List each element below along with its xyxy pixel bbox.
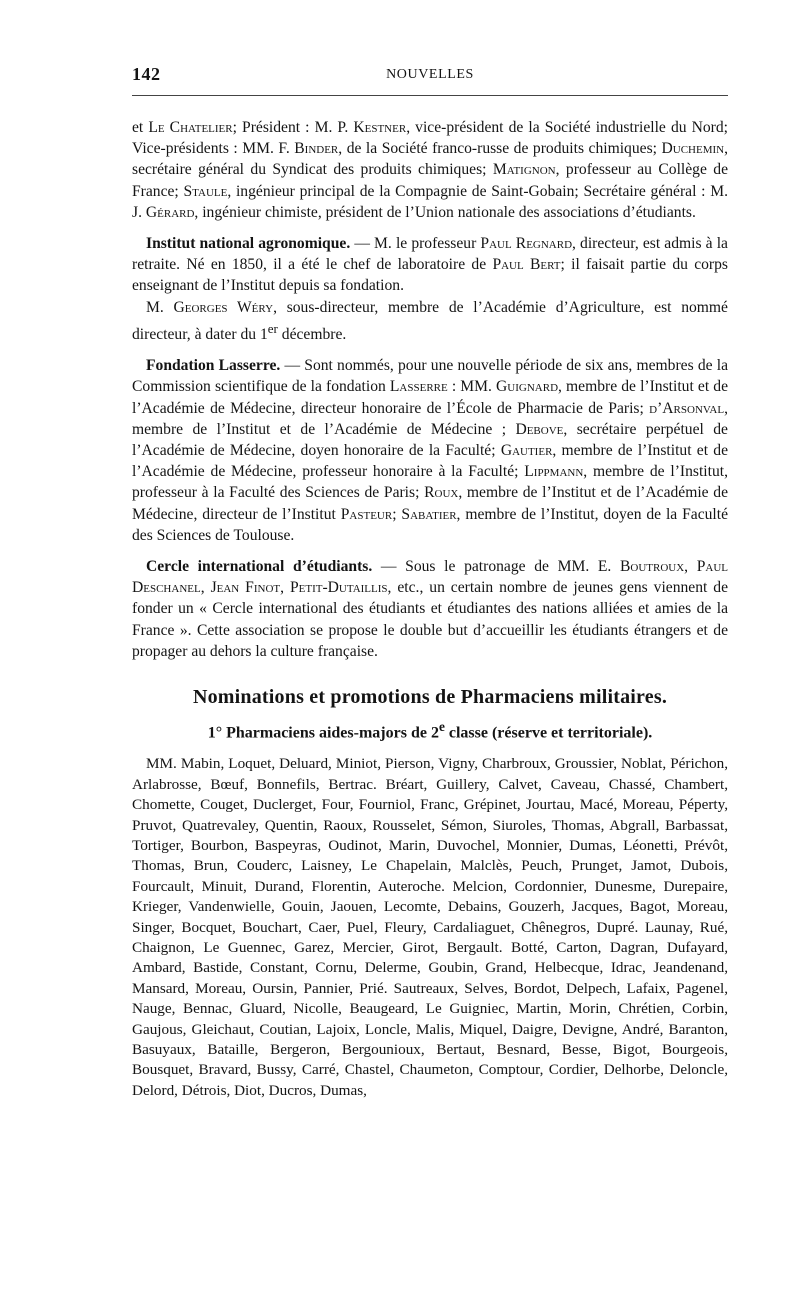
- person-name: Gérard: [145, 203, 195, 221]
- paragraph-cercle-international: Cercle international d’étudiants. — Sous le patronage de MM. E. Boutroux, Paul Deschanel, Jean Finot, Petit-Dutaillis, etc., un certain nombre de jeunes gens viennent de fonder un « Cercle international des étudiants et étudiantes des nations alliées et amies de la France ». Cette association se propose le double but d’accueillir les étudiants étrangers et de propager au dehors la culture française.: [132, 558, 729, 660]
- person-name: Guignard: [496, 378, 559, 396]
- person-name: Lippmann: [524, 463, 584, 481]
- section-heading: Nominations et promotions de Pharmaciens militaires.: [192, 686, 668, 709]
- person-name: Gautier: [500, 442, 553, 460]
- page-number: 142: [132, 64, 161, 84]
- ordinal-superscript: er: [267, 320, 278, 336]
- person-name: Petit-Dutaillis: [289, 579, 388, 597]
- person-name: Staule: [183, 182, 228, 200]
- person-name: Georges Wéry: [173, 298, 274, 316]
- paragraph-institut-agronomique: Institut national agronomique. — M. le professeur Paul Regnard, directeur, est admis à la retraite. Né en 1850, il a été le chef de laboratoire de Paul Bert; il faisait partie du corps enseignant de l’Institut depuis sa fondation.: [132, 235, 728, 295]
- person-name: Matignon: [492, 161, 556, 179]
- person-name: Paul Bert: [492, 256, 561, 274]
- paragraph-wery: M. Georges Wéry, sous-directeur, membre de l’Académie d’Agriculture, est nommé directeur, à dater du 1er décembre.: [132, 298, 728, 344]
- person-name: Paul Regnard: [480, 235, 573, 253]
- person-name: d’Arsonval: [649, 399, 725, 417]
- person-name: Boutroux: [619, 558, 685, 576]
- running-title: NOUVELLES: [386, 67, 474, 82]
- names-list: MM. Mabin, Loquet, Deluard, Miniot, Pierson, Vigny, Charbroux, Groussier, Noblat, Périchon, Arlabrosse, Bœuf, Bonnefils, Bertrac. Bréart, Guillery, Calvet, Caveau, Chassé, Chambert, Chomette, Couget, Duclerget, Four, Fourniol, Franc, Grépinet, Jourtau, Macé, Moreau, Péperty, Pruvot, Quatrevaley, Quentin, Raoux, Rousselet, Sémon, Siuroles, Thomas, Abgrall, Barbassat, Tortiger, Bourbon, Baspeyras, Oudinot, Marin, Duvochel, Monnier, Dumas, Léonetti, Prévôt, Thomas, Brun, Couderc, Laisney, Le Chapelain, Malclès, Peuch, Prunget, Jamot, Dubois, Fourcault, Minuit, Durand, Florentin, Auteroche. Melcion, Cordonnier, Dunesme, Durepaire, Krieger, Vandenwielle, Gouin, Jaouen, Lecomte, Debains, Gouzerh, Jacques, Bagot, Moreau, Singer, Bocquet, Bouchart, Caer, Puel, Fleury, Cardaliaguet, Chênegros, Dupré. Launay, Rué, Chaignon, Le Guennec, Garez, Mercier, Girot, Bergault. Botté, Carton, Dagran, Dufayard, Ambard, Bastide, Constant, Cornu, Delerme, Goubin, Grand, Helbecque, Idrac, Jeandenand, Mansard, Moreau, Oursin, Pannier, Prié. Sautreaux, Selves, Bordot, Delpech, Lafaix, Pagenel, Nauge, Bennac, Gluard, Nicolle, Beaugeard, Le Guigniec, Martin, Morin, Chrétien, Corbin, Gaujous, Gleichaut, Coutian, Lajoix, Loncle, Malis, Miquel, Daigre, Devigne, André, Baranton, Basuyaux, Bataille, Bergeron, Bergounioux, Bertaut, Besnard, Besse, Bigot, Bourgeois, Bousquet, Bravard, Bussy, Carré, Chastel, Chaumeton, Comptour, Cordier, Delhorbe, Deloncle, Delord, Détrois, Diot, Ducros, Dumas,: [132, 755, 728, 1099]
- header-rule: [132, 95, 728, 96]
- person-name: Paul Deschanel: [132, 558, 729, 597]
- person-name: Lasserre: [389, 378, 448, 396]
- person-name: Roux: [424, 484, 459, 502]
- page-header: [132, 64, 728, 88]
- paragraph-fondation-lasserre: Fondation Lasserre. — Sont nommés, pour une nouvelle période de six ans, membres de la Commission scientifique de la fondation Lasserre : MM. Guignard, membre de l’Institut et de l’Académie de Médecine, directeur honoraire de l’École de Pharmacie de Paris; d’Arsonval, membre de l’Institut et de l’Académie de Médecine ; Debove, secrétaire perpétuel de l’Académie de Médecine, doyen honoraire de la Faculté; Gautier, membre de l’Institut et de l’Académie de Médecine, professeur honoraire à la Faculté; Lippmann, membre de l’Institut, professeur à la Faculté des Sciences de Paris; Roux, membre de l’Institut et de l’Académie de Médecine, directeur de l’Institut Pasteur; Sabatier, membre de l’Institut, doyen de la Faculté des Sciences de Toulouse.: [132, 357, 728, 544]
- person-name: Duchemin: [661, 140, 725, 158]
- section-run-in-heading: Cercle international d’étudiants.: [146, 558, 373, 576]
- person-name: Sabatier: [401, 505, 457, 523]
- person-name: Pasteur: [340, 505, 393, 523]
- person-name: Jean Finot: [210, 579, 281, 597]
- paragraph-continuation: et Le Chatelier; Président : M. P. Kestner, vice-président de la Société industrielle du Nord; Vice-présidents : MM. F. Binder, de la Société franco-russe de produits chimiques; Duchemin, secrétaire général du Syndicat des produits chimiques; Matignon, professeur au Collège de France; Staule, ingénieur principal de la Compagnie de Saint-Gobain; Secrétaire général : M. J. Gérard, ingénieur chimiste, président de l’Union nationale des associations d’étudiants.: [132, 119, 728, 221]
- page-body: [132, 117, 728, 1101]
- person-name: Le Chatelier: [148, 119, 233, 136]
- section-run-in-heading: Institut national agronomique.: [146, 235, 351, 253]
- section-run-in-heading: Fondation Lasserre.: [146, 357, 281, 375]
- person-name: Debove: [515, 420, 564, 438]
- person-name: Kestner: [353, 119, 407, 136]
- subsection-heading: 1° Pharmaciens aides-majors de 2e classe (réserve et territoriale).: [207, 719, 653, 742]
- person-name: Binder: [294, 140, 339, 158]
